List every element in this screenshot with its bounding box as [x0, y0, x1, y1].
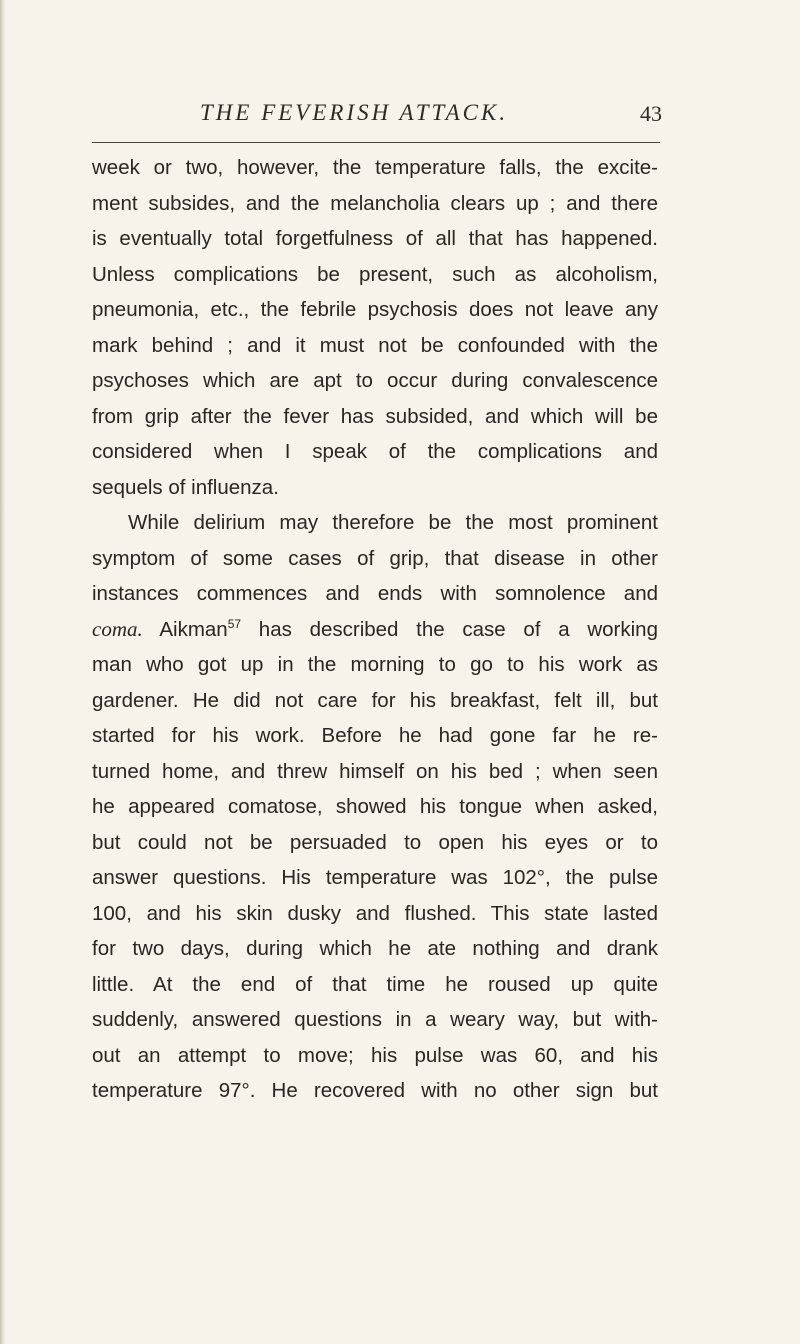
text-line: little. At the end of that time he roused up quite: [92, 972, 658, 996]
text-line: man who got up in the morning to go to his work as: [92, 653, 658, 676]
text-line: Unless complications be present, such as alcoholism,: [92, 262, 658, 286]
page-gutter-shadow: [0, 0, 5, 1344]
header-rule: [92, 142, 660, 143]
text-line: gardener. He did not care for his breakfast, felt ill, but: [92, 688, 658, 712]
text-line: mark behind ; and it must not be confounded with the: [92, 333, 658, 357]
paragraph-start-line: While delirium may therefore be the most prominent: [128, 511, 658, 534]
page-header: [92, 100, 662, 130]
text-line: is eventually total forgetfulness of all that has happened.: [92, 227, 658, 250]
text-line: out an attempt to move; his pulse was 60, and his: [92, 1043, 658, 1067]
text-line: suddenly, answered questions in a weary way, but with-: [92, 1008, 658, 1031]
text-line: turned home, and threw himself on his bed ; when seen: [92, 759, 658, 783]
text-line: considered when I speak of the complications and: [92, 440, 658, 463]
text-line: instances commences and ends with somnolence and: [92, 582, 658, 605]
text-line: he appeared comatose, showed his tongue when asked,: [92, 795, 658, 818]
text-line: 100, and his skin dusky and flushed. This state lasted: [92, 901, 658, 925]
author-name: Aikman: [159, 617, 228, 641]
text-line: psychoses which are apt to occur during convalescence: [92, 369, 658, 392]
running-title: THE FEVERISH ATTACK.: [200, 100, 509, 125]
text-line: temperature 97°. He recovered with no other sign but: [92, 1079, 658, 1102]
text-line: but could not be persuaded to open his eyes or to: [92, 830, 658, 854]
text-line: pneumonia, etc., the febrile psychosis does not leave any: [92, 298, 658, 321]
text-line: answer questions. His temperature was 102°, the pulse: [92, 866, 658, 889]
footnote-reference: 57: [227, 616, 242, 631]
text-line: started for his work. Before he had gone far he re-: [92, 724, 658, 747]
page-number: 43: [640, 101, 662, 126]
text-line-with-reference: [92, 612, 658, 648]
italic-word: coma.: [92, 616, 143, 641]
text-line: ment subsides, and the melancholia clears up ; and there: [92, 191, 658, 215]
body-text: [92, 150, 658, 1109]
text-line: for two days, during which he ate nothing and drank: [92, 937, 658, 960]
text-line: week or two, however, the temperature falls, the excite-: [92, 156, 658, 179]
text-fragment: has described the case of a working: [258, 617, 658, 641]
paragraph-end-line: sequels of influenza.: [92, 475, 279, 499]
text-line: from grip after the fever has subsided, and which will be: [92, 404, 658, 428]
text-line: symptom of some cases of grip, that disease in other: [92, 546, 658, 570]
